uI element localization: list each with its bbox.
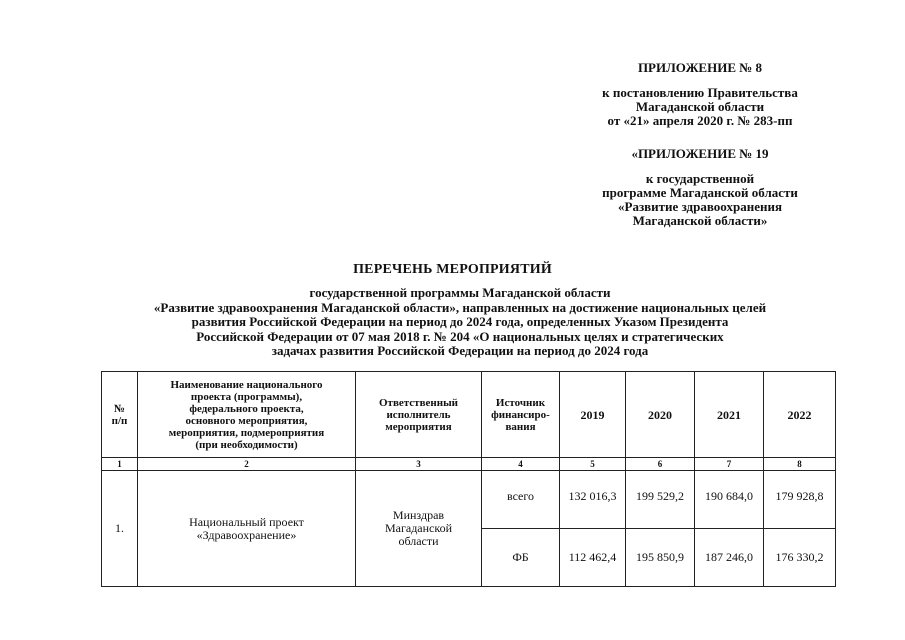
measures-table	[101, 371, 836, 587]
appendix-19-description	[550, 172, 850, 228]
project-name	[138, 471, 356, 587]
appendix-8-title: ПРИЛОЖЕНИЕ № 8	[637, 60, 763, 75]
header-source	[482, 372, 560, 458]
header-name-line: федерального проекта,	[189, 402, 304, 415]
appendix-19-line: программе Магаданской области	[602, 185, 798, 200]
value-2020: 195 850,9	[626, 529, 695, 587]
header-executor-line: мероприятия	[385, 420, 452, 433]
header-source-line: финансиро-	[491, 408, 550, 421]
column-number: 5	[560, 458, 626, 471]
executor-line: области	[398, 534, 439, 548]
header-year-2019: 2019	[560, 372, 626, 458]
column-number: 2	[138, 458, 356, 471]
header-name-line: основного мероприятия,	[185, 414, 308, 427]
value-2019: 132 016,3	[560, 471, 626, 529]
header-executor-line: исполнитель	[386, 408, 451, 421]
appendix-8-description	[560, 86, 840, 128]
header-name	[138, 372, 356, 458]
header-num	[102, 372, 138, 458]
table-header-row	[102, 372, 836, 458]
appendix-8-line: к постановлению Правительства	[602, 85, 798, 100]
funding-source: всего	[482, 471, 560, 529]
appendix-19-line: Магаданской области»	[632, 213, 768, 228]
column-number: 7	[695, 458, 764, 471]
value-2022: 176 330,2	[764, 529, 836, 587]
header-year-2020: 2020	[626, 372, 695, 458]
header-year-2021: 2021	[695, 372, 764, 458]
value-2019: 112 462,4	[560, 529, 626, 587]
header-num-line: №	[113, 402, 126, 415]
subtitle-line: государственной программы Магаданской области	[309, 285, 611, 300]
appendix-19-title: «ПРИЛОЖЕНИЕ № 19	[631, 146, 769, 161]
document-title: ПЕРЕЧЕНЬ МЕРОПРИЯТИЙ	[353, 262, 552, 277]
column-number: 4	[482, 458, 560, 471]
header-num-line: п/п	[111, 414, 128, 427]
header-executor	[356, 372, 482, 458]
header-executor-line: Ответственный	[378, 396, 459, 409]
subtitle-line: задачах развития Российской Федерации на период до 2024 года	[271, 343, 649, 359]
row-number: 1.	[102, 471, 138, 587]
appendix-19-line: к государственной	[645, 171, 755, 186]
header-name-line: Наименование национального	[170, 378, 323, 391]
value-2020: 199 529,2	[626, 471, 695, 529]
header-name-line: мероприятия, подмероприятия	[168, 426, 325, 439]
subtitle-line: Российской Федерации от 07 мая 2018 г. № 204 «О национальных целях и стратегических	[196, 328, 724, 344]
project-name-line: «Здравоохранение»	[196, 527, 297, 542]
appendix-19-line: «Развитие здравоохранения	[618, 199, 782, 214]
document-subtitle	[60, 286, 860, 359]
project-name-line: Национальный проект	[189, 514, 304, 529]
header-source-line: Источник	[495, 396, 546, 409]
value-2021: 187 246,0	[695, 529, 764, 587]
appendix-8-line: Магаданской области	[635, 99, 765, 114]
value-2022: 179 928,8	[764, 471, 836, 529]
executor	[356, 471, 482, 587]
column-number: 1	[102, 458, 138, 471]
subtitle-line: «Развитие здравоохранения Магаданской области», направленных на достижение национальных целей	[153, 299, 767, 315]
header-year-2022: 2022	[764, 372, 836, 458]
funding-source: ФБ	[482, 529, 560, 587]
header-name-line: (при необходимости)	[195, 438, 298, 451]
value-2021: 190 684,0	[695, 471, 764, 529]
executor-line: Минздрав	[392, 508, 445, 522]
executor-line: Магаданской	[384, 521, 453, 535]
table-row	[102, 471, 836, 529]
column-number: 6	[626, 458, 695, 471]
subtitle-line: развития Российской Федерации на период до 2024 года, определенных Указом Президента	[191, 314, 729, 330]
appendix-8-line: от «21» апреля 2020 г. № 283-пп	[607, 113, 793, 128]
column-number: 8	[764, 458, 836, 471]
column-number: 3	[356, 458, 482, 471]
header-source-line: вания	[505, 420, 536, 433]
header-name-line: проекта (программы),	[190, 390, 303, 403]
column-number-row	[102, 458, 836, 471]
